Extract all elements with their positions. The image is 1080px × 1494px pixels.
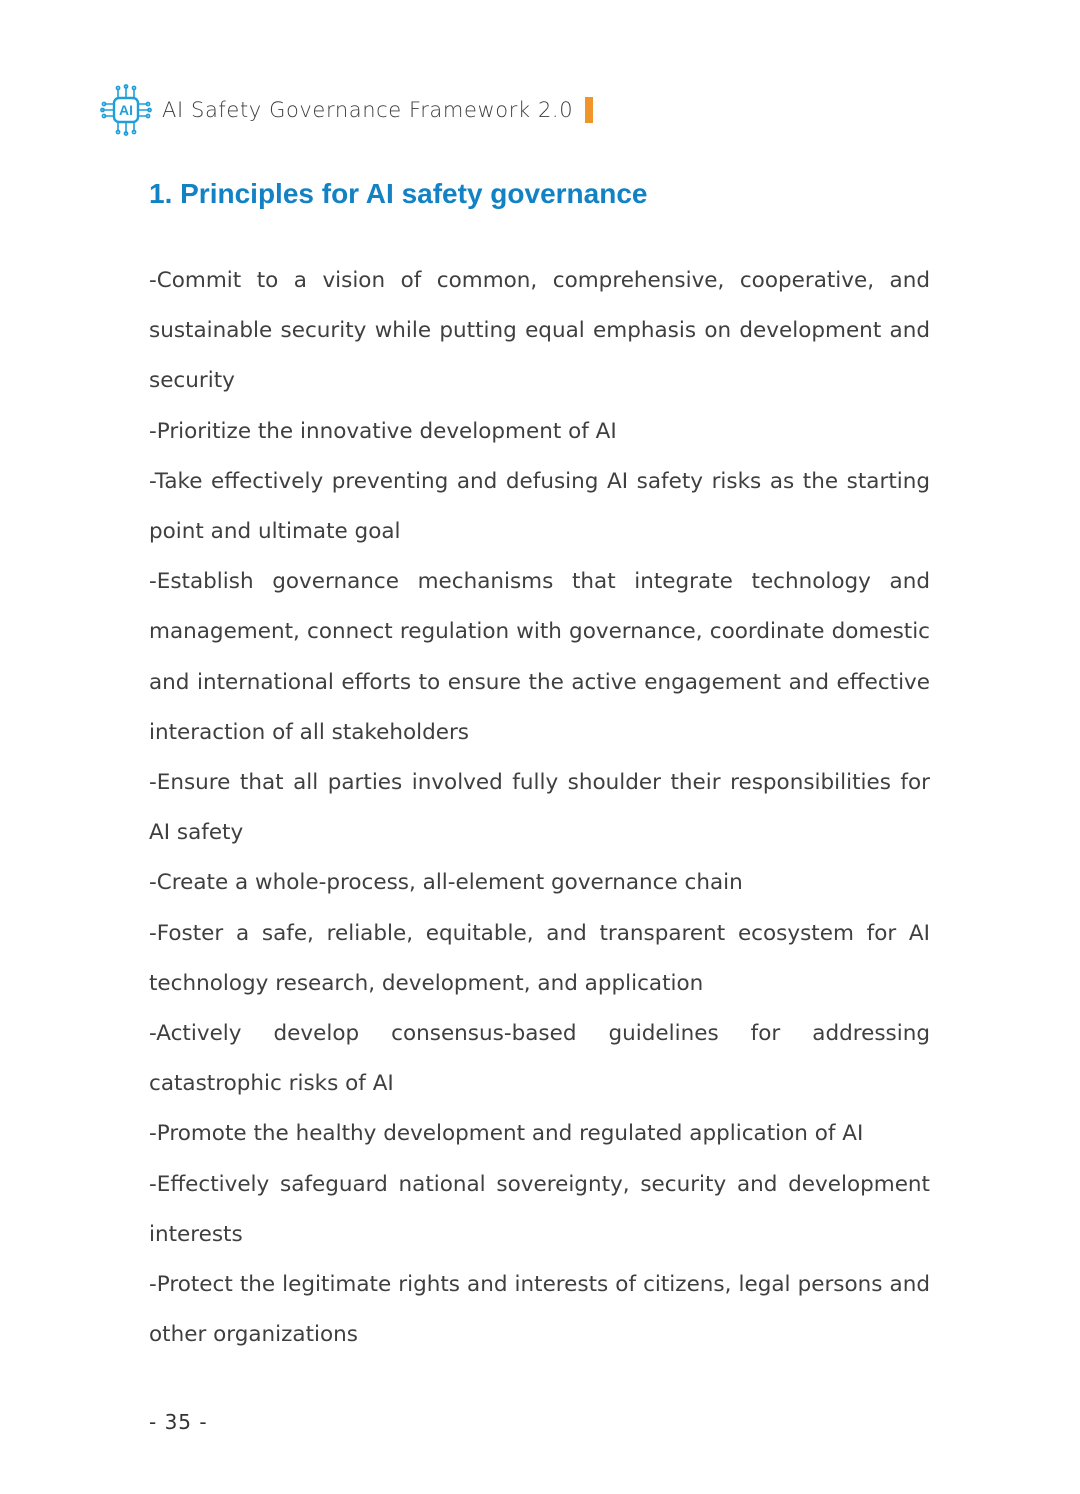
principle-item: -Ensure that all parties involved fully shoulder their responsibilities for AI safety [149, 770, 930, 846]
section-title: 1. Principles for AI safety governance [149, 178, 648, 209]
principle-item: -Create a whole-process, all-element governance chain [149, 870, 743, 896]
principle-item: -Commit to a vision of common, comprehensive, cooperative, and sustainable security while putting equal emphasis on development and security [149, 268, 930, 394]
principle-item: -Take effectively preventing and defusing AI safety risks as the starting point and ultimate goal [149, 468, 930, 545]
principle-item: -Foster a safe, reliable, equitable, and transparent ecosystem for AI technology research, development, and application [149, 920, 930, 996]
principle-item: -Promote the healthy development and regulated application of AI [149, 1121, 864, 1147]
principle-item: -Establish governance mechanisms that integrate technology and management, connect regulation with governance, coordinate domestic and international efforts to ensure the active engagement and effective interaction of all stakeholders [149, 569, 930, 745]
header-accent-bar [585, 97, 593, 123]
principle-item: -Prioritize the innovative development of AI [149, 418, 617, 444]
ai-chip-logo-icon [100, 84, 152, 136]
principles-list [149, 256, 930, 1360]
principle-item: -Actively develop consensus-based guidelines for addressing catastrophic risks of AI [149, 1021, 930, 1097]
logo-text: AI [119, 102, 133, 118]
principle-item: -Protect the legitimate rights and interests of citizens, legal persons and other organizations [149, 1272, 930, 1348]
principle-item: -Effectively safeguard national sovereignty, security and development interests [149, 1171, 930, 1247]
page-header [100, 82, 593, 138]
page-number: - 35 - [149, 1410, 208, 1434]
document-title: AI Safety Governance Framework 2.0 [162, 98, 574, 122]
